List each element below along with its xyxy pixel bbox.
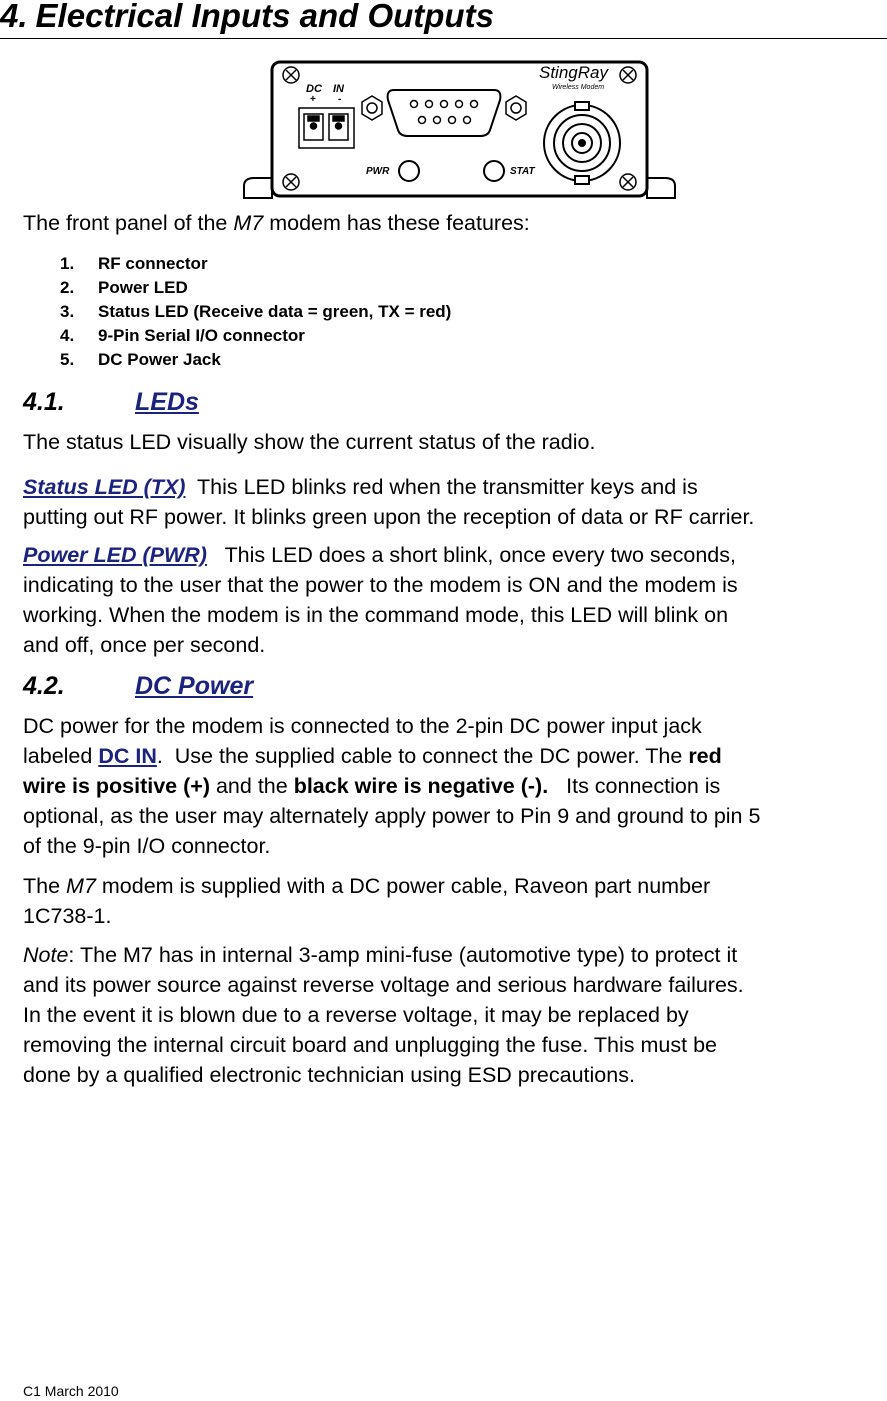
intro-paragraph xyxy=(23,208,885,238)
section-heading-dc-power xyxy=(23,670,253,702)
subsection-number: 4.2. xyxy=(23,672,65,700)
status-led-paragraph xyxy=(23,472,885,532)
cable-paragraph xyxy=(23,871,885,931)
note-paragraph xyxy=(23,940,885,1090)
subsection-number: 4.1. xyxy=(23,388,65,416)
stat-label: STAT xyxy=(510,166,535,177)
front-panel-diagram xyxy=(242,58,677,202)
list-item: 1. RF connector xyxy=(60,254,208,273)
cable-part-number: 1C738-1. xyxy=(23,904,112,928)
in-label: IN xyxy=(333,83,344,95)
power-led-text-3: working. When the modem is in the command mode, this LED will blink on xyxy=(23,603,729,627)
dc-text-negative: black wire is negative (-). xyxy=(293,774,549,798)
note-text-3: In the event it is blown due to a reverse voltage, it may be replaced by xyxy=(23,1003,689,1027)
list-item: 2. Power LED xyxy=(60,278,188,297)
power-led-paragraph xyxy=(23,540,885,660)
plus-label: + xyxy=(310,94,316,105)
list-item: 3. Status LED (Receive data = green, TX = red) xyxy=(60,302,452,321)
mounting-flange-left xyxy=(244,178,272,198)
dc-in-label: DC IN xyxy=(98,744,157,768)
list-item: 5. DC Power Jack xyxy=(60,350,221,369)
leds-intro: The status LED visually show the current status of the radio. xyxy=(23,430,596,454)
subsection-title: DC Power xyxy=(135,672,254,700)
intro-text-end: modem has these features: xyxy=(263,211,530,235)
dc-text-positive: wire is positive (+) xyxy=(23,774,210,798)
cable-text-1: modem is supplied with a DC power cable, Raveon part number xyxy=(95,874,711,898)
status-led xyxy=(484,161,504,181)
section-number: 4. xyxy=(0,0,28,34)
dc-power-paragraph xyxy=(23,711,885,861)
dc-text-red: red xyxy=(688,744,722,768)
power-led-text: This LED does a short blink, once every two seconds, xyxy=(206,543,736,567)
dc-text-2: . Use the supplied cable to connect the DC power. The xyxy=(156,744,689,768)
dc-text-4: optional, as the user may alternately apply power to Pin 9 and ground to pin 5 xyxy=(23,804,761,828)
page-title xyxy=(0,0,887,39)
power-led-text-2: indicating to the user that the power to the modem is ON and the modem is xyxy=(23,573,738,597)
hex-nut-right xyxy=(506,96,526,120)
status-led-label: Status LED (TX) xyxy=(23,475,186,499)
list-item: 4. 9-Pin Serial I/O connector xyxy=(60,326,305,345)
footer-revision: C1 March 2010 xyxy=(23,1383,119,1399)
minus-label: - xyxy=(338,94,342,105)
note-text-2: and its power source against reverse voltage and serious hardware failures. xyxy=(23,973,744,997)
dc-power-jack xyxy=(299,108,354,148)
mounting-flange-right xyxy=(647,178,675,198)
status-led-text-2: putting out RF power. It blinks green upon the reception of data or RF carrier. xyxy=(23,505,755,529)
dc-text-1: DC power for the modem is connected to the 2-pin DC power input jack xyxy=(23,714,702,738)
brand-label: StingRay xyxy=(539,63,608,82)
note-text-1: : The M7 has in internal 3-amp mini-fuse (automotive type) to protect it xyxy=(68,943,738,967)
dc-text-5: of the 9-pin I/O connector. xyxy=(23,834,271,858)
dc-text-labeled: labeled xyxy=(23,744,99,768)
dc-text-and: and the xyxy=(210,774,294,798)
dc-label: DC xyxy=(306,83,322,95)
note-text-4: removing the internal circuit board and unplugging the fuse. This must be xyxy=(23,1033,717,1057)
status-led-text: This LED blinks red when the transmitter keys and is xyxy=(185,475,698,499)
section-heading-leds xyxy=(23,386,199,418)
intro-text: The front panel of the xyxy=(23,211,234,235)
section-title: Electrical Inputs and Outputs xyxy=(35,0,494,34)
serial-db9-connector xyxy=(388,90,501,136)
power-led xyxy=(399,161,419,181)
dc-text-3: Its connection is xyxy=(548,774,721,798)
hex-nut-left xyxy=(362,96,382,120)
pwr-label: PWR xyxy=(366,166,390,177)
note-label: Note xyxy=(23,943,69,967)
power-led-label: Power LED (PWR) xyxy=(23,543,207,567)
feature-list xyxy=(60,252,451,372)
subsection-title: LEDs xyxy=(135,388,199,416)
cable-text-the: The xyxy=(23,874,67,898)
model-name: M7 xyxy=(66,874,96,898)
model-name: M7 xyxy=(233,211,264,235)
note-text-5: done by a qualified electronic technician using ESD precautions. xyxy=(23,1063,635,1087)
brand-sublabel: Wireless Modem xyxy=(552,84,605,91)
power-led-text-4: and off, once per second. xyxy=(23,633,266,657)
